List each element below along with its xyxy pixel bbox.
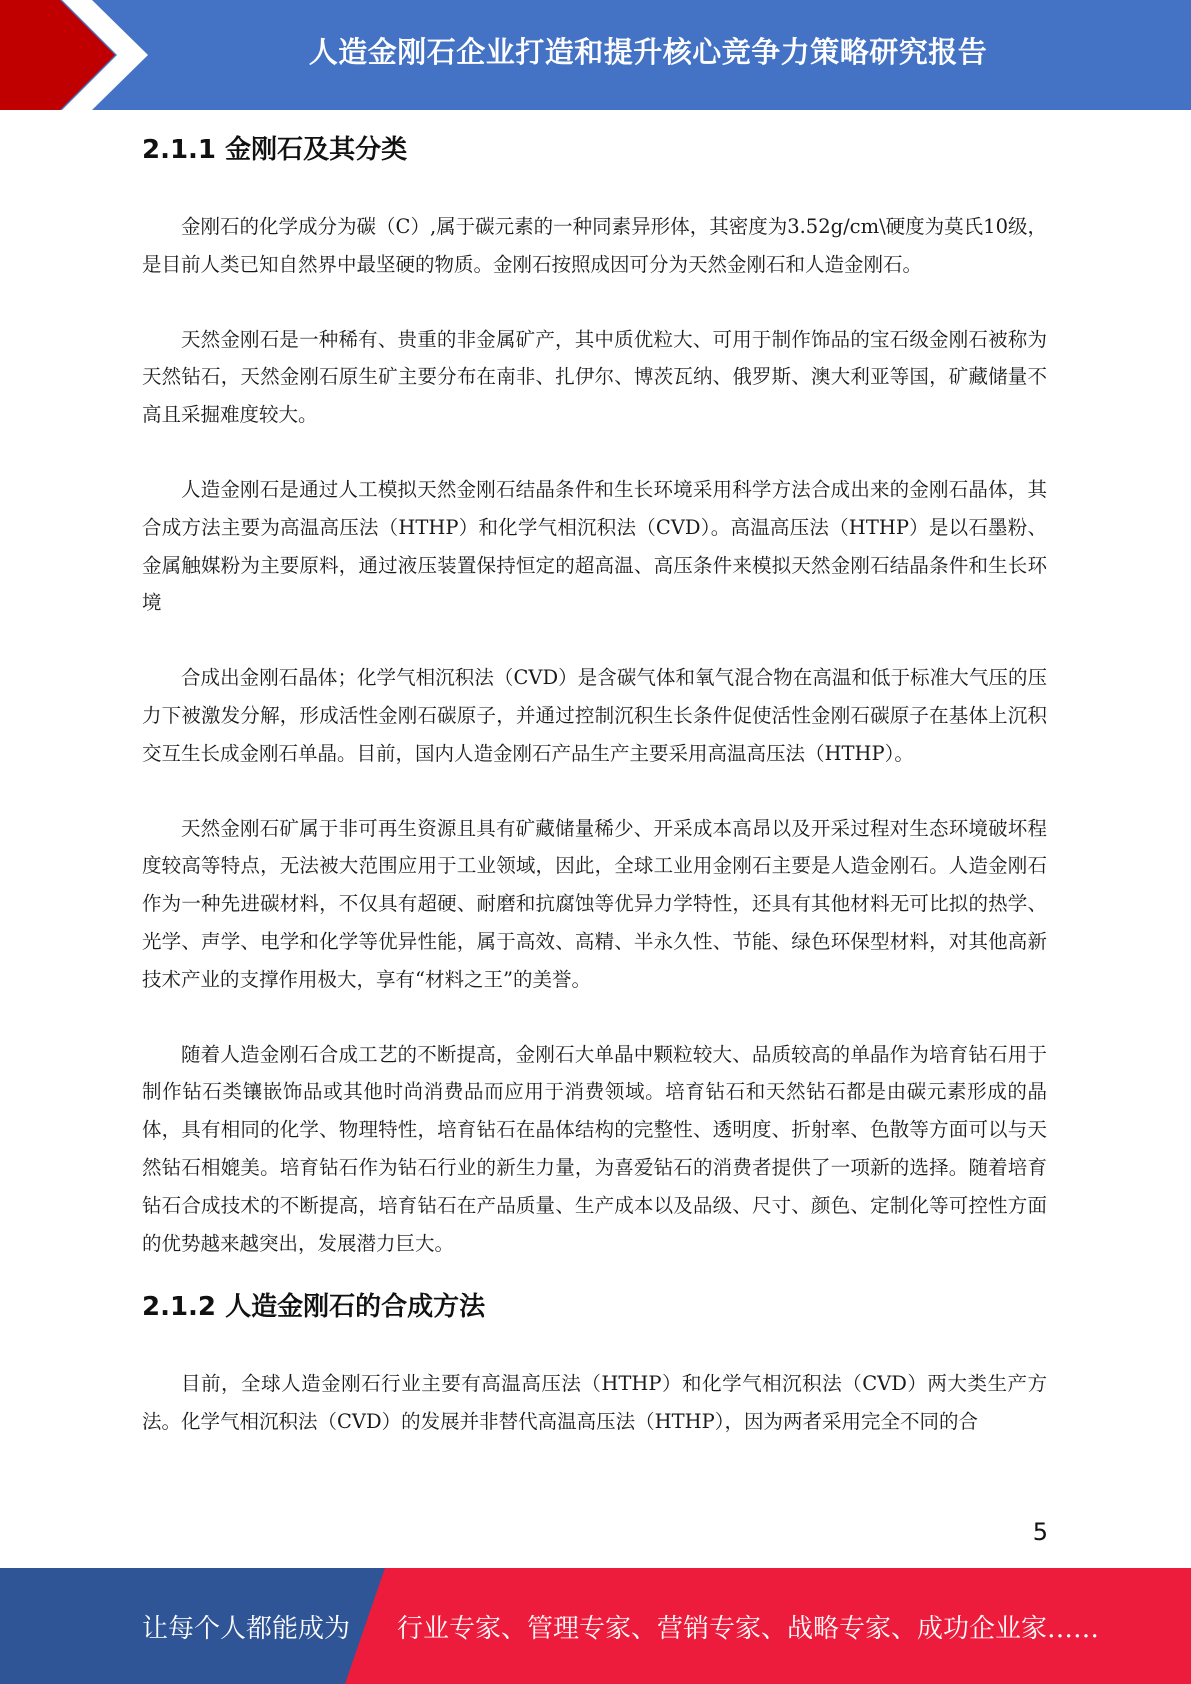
paragraph: 合成出金刚石晶体；化学气相沉积法（CVD）是含碳气体和氧气混合物在高温和低于标准大气压的压力下被激发分解，形成活性金刚石碳原子，并通过控制沉积生长条件促使活性金刚石碳原子在基体上沉积交互生长成金刚石单晶。目前，国内人造金刚石产品生产主要采用高温高压法（HTHP）。: [142, 666, 1047, 765]
paragraph: 目前，全球人造金刚石行业主要有高温高压法（HTHP）和化学气相沉积法（CVD）两大类生产方法。化学气相沉积法（CVD）的发展并非替代高温高压法（HTHP），因为两者采用完全不同的合: [142, 1372, 1047, 1434]
main-content: [142, 122, 1047, 1441]
paragraph: 金刚石的化学成分为碳（C）,属于碳元素的一种同素异形体，其密度为3.52g/cm\硬度为莫氏10级，是目前人类已知自然界中最坚硬的物质。金刚石按照成因可分为天然金刚石和人造金刚石。: [142, 215, 1047, 276]
page-footer: [0, 1568, 1191, 1684]
section-heading-2-1-2: 2.1.2 人造金刚石的合成方法: [142, 1292, 486, 1323]
page-header: [0, 0, 1191, 110]
paragraph: 随着人造金刚石合成工艺的不断提高，金刚石大单晶中颗粒较大、品质较高的单晶作为培育钻石用于制作钻石类镶嵌饰品或其他时尚消费品而应用于消费领域。培育钻石和天然钻石都是由碳元素形成的晶体，具有相同的化学、物理特性，培育钻石在晶体结构的完整性、透明度、折射率、色散等方面可以与天然钻石相媲美。培育钻石作为钻石行业的新生力量，为喜爱钻石的消费者提供了一项新的选择。随着培育钻石合成技术的不断提高，培育钻石在产品质量、生产成本以及品级、尺寸、颜色、定制化等可控性方面的优势越来越突出，发展潜力巨大。: [142, 1042, 1047, 1255]
footer-slogan-left: 让每个人都能成为: [142, 1613, 351, 1644]
section-heading-2-1-1: 2.1.1 金刚石及其分类: [142, 135, 408, 165]
footer-slogan-right: 行业专家、管理专家、营销专家、战略专家、成功企业家……: [397, 1613, 1100, 1644]
paragraph: 人造金刚石是通过人工模拟天然金刚石结晶条件和生长环境采用科学方法合成出来的金刚石晶体，其合成方法主要为高温高压法（HTHP）和化学气相沉积法（CVD）。高温高压法（HTHP）是以石墨粉、金属触媒粉为主要原料，通过液压装置保持恒定的超高温、高压条件来模拟天然金刚石结晶条件和生长环境: [142, 477, 1047, 615]
paragraph: 天然金刚石矿属于非可再生资源且具有矿藏储量稀少、开采成本高昂以及开采过程对生态环境破坏程度较高等特点，无法被大范围应用于工业领域，因此，全球工业用金刚石主要是人造金刚石。人造金刚石作为一种先进碳材料，不仅具有超硬、耐磨和抗腐蚀等优异力学特性，还具有其他材料无可比拟的热学、光学、声学、电学和化学等优异性能，属于高效、高精、半永久性、节能、绿色环保型材料，对其他高新技术产业的支撑作用极大，享有“材料之王”的美誉。: [142, 816, 1047, 991]
page-number: 5: [1032, 1518, 1048, 1546]
report-title: 人造金刚石企业打造和提升核心竞争力策略研究报告: [308, 34, 988, 69]
header-arrow-decoration: [0, 0, 160, 110]
paragraph: 天然金刚石是一种稀有、贵重的非金属矿产，其中质优粒大、可用于制作饰品的宝石级金刚石被称为天然钻石，天然金刚石原生矿主要分布在南非、扎伊尔、博茨瓦纳、俄罗斯、澳大利亚等国，矿藏储量不高且采掘难度较大。: [142, 327, 1047, 427]
